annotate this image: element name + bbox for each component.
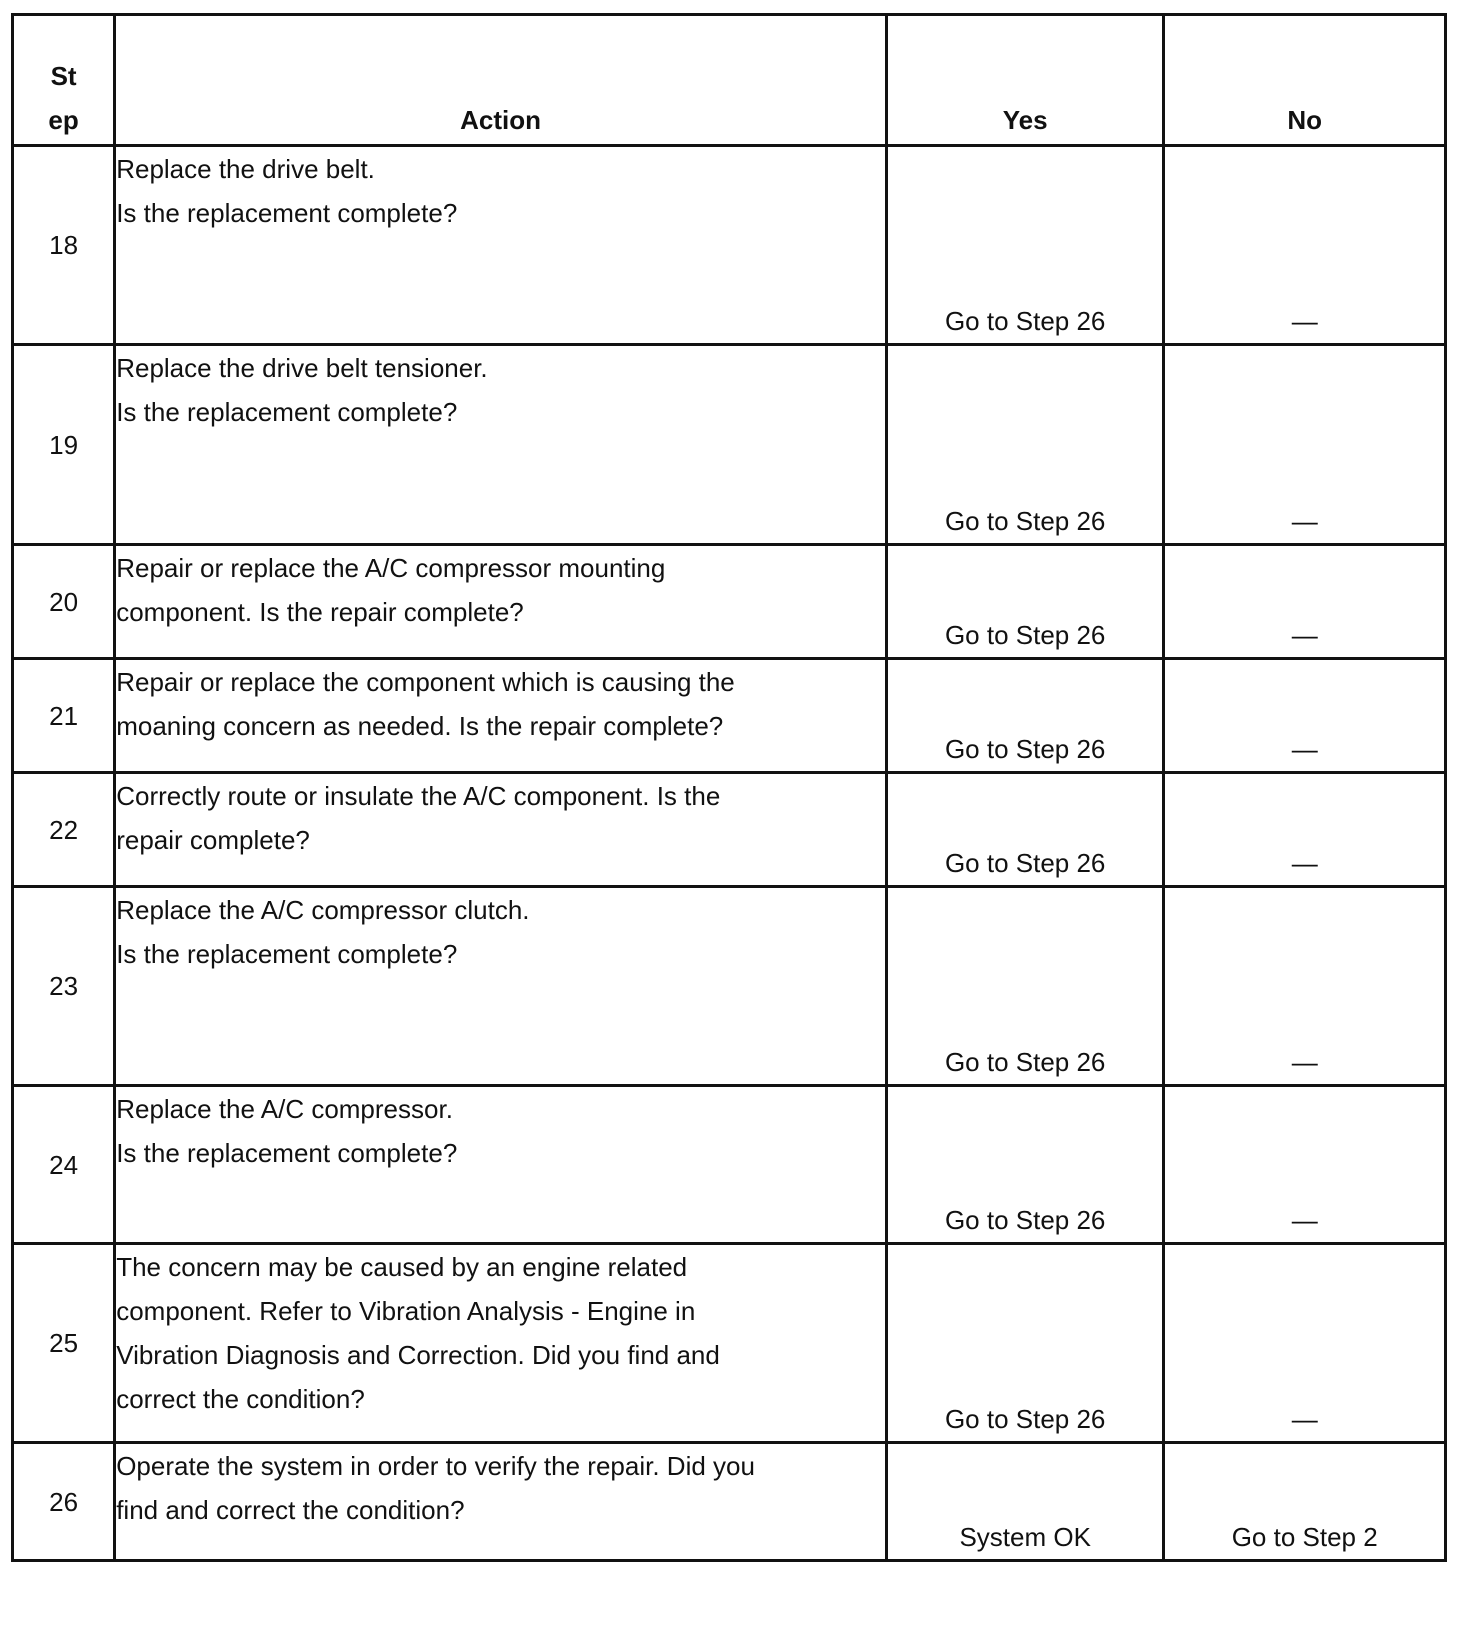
- action-text-line: Repair or replace the component which is causing the: [116, 667, 735, 697]
- header-step: [13, 15, 115, 146]
- step-number: 20: [13, 545, 115, 659]
- no-result: —: [1164, 545, 1446, 659]
- no-result: Go to Step 2: [1164, 1443, 1446, 1561]
- no-result: —: [1164, 1086, 1446, 1244]
- yes-result: Go to Step 26: [886, 545, 1163, 659]
- action-cell: [115, 545, 887, 659]
- action-cell: [115, 1244, 887, 1443]
- yes-result: Go to Step 26: [886, 1244, 1163, 1443]
- yes-result: Go to Step 26: [886, 659, 1163, 773]
- header-step-line: St: [50, 61, 77, 91]
- table-row: [13, 1086, 1446, 1244]
- table-body: [13, 146, 1446, 1561]
- action-text-line: Replace the A/C compressor clutch.: [116, 895, 530, 925]
- yes-result: Go to Step 26: [886, 773, 1163, 887]
- step-number: 26: [13, 1443, 115, 1561]
- no-result: —: [1164, 345, 1446, 545]
- diagnostic-step-table: [11, 13, 1447, 1562]
- action-text-line: Is the replacement complete?: [116, 397, 458, 427]
- action-cell: [115, 1086, 887, 1244]
- action-text-line: correct the condition?: [116, 1384, 365, 1414]
- no-result: —: [1164, 659, 1446, 773]
- action-cell: [115, 1443, 887, 1561]
- table-row: [13, 545, 1446, 659]
- step-number: 21: [13, 659, 115, 773]
- header-row: [13, 15, 1446, 146]
- action-text-line: Operate the system in order to verify the repair. Did you: [116, 1451, 755, 1481]
- header-action: Action: [115, 15, 887, 146]
- action-cell: [115, 345, 887, 545]
- step-number: 18: [13, 146, 115, 345]
- table-row: [13, 773, 1446, 887]
- table-row: [13, 345, 1446, 545]
- no-result: —: [1164, 146, 1446, 345]
- action-text-line: Correctly route or insulate the A/C component. Is the: [116, 781, 721, 811]
- yes-result: Go to Step 26: [886, 146, 1163, 345]
- no-result: —: [1164, 1244, 1446, 1443]
- action-text-line: moaning concern as needed. Is the repair complete?: [116, 711, 724, 741]
- yes-result: Go to Step 26: [886, 1086, 1163, 1244]
- action-text-line: The concern may be caused by an engine related: [116, 1252, 688, 1282]
- table-row: [13, 1443, 1446, 1561]
- no-result: —: [1164, 887, 1446, 1086]
- action-cell: [115, 887, 887, 1086]
- header-no: No: [1164, 15, 1446, 146]
- action-text-line: Is the replacement complete?: [116, 198, 458, 228]
- table-row: [13, 659, 1446, 773]
- action-text-line: Is the replacement complete?: [116, 1138, 458, 1168]
- action-text-line: Replace the drive belt.: [116, 154, 375, 184]
- action-cell: [115, 659, 887, 773]
- action-text-line: component. Is the repair complete?: [116, 597, 524, 627]
- action-text-line: Vibration Diagnosis and Correction. Did you find and: [116, 1340, 720, 1370]
- yes-result: Go to Step 26: [886, 345, 1163, 545]
- table-row: [13, 1244, 1446, 1443]
- table-row: [13, 146, 1446, 345]
- yes-result: Go to Step 26: [886, 887, 1163, 1086]
- step-number: 24: [13, 1086, 115, 1244]
- action-cell: [115, 146, 887, 345]
- action-text-line: Repair or replace the A/C compressor mounting: [116, 553, 666, 583]
- step-number: 19: [13, 345, 115, 545]
- step-number: 22: [13, 773, 115, 887]
- step-number: 25: [13, 1244, 115, 1443]
- action-text-line: find and correct the condition?: [116, 1495, 465, 1525]
- action-text-line: repair complete?: [116, 825, 310, 855]
- yes-result: System OK: [886, 1443, 1163, 1561]
- action-text-line: Is the replacement complete?: [116, 939, 458, 969]
- action-cell: [115, 773, 887, 887]
- action-text-line: Replace the A/C compressor.: [116, 1094, 453, 1124]
- header-yes: Yes: [886, 15, 1163, 146]
- action-text-line: Replace the drive belt tensioner.: [116, 353, 488, 383]
- no-result: —: [1164, 773, 1446, 887]
- header-step-line: ep: [48, 105, 79, 135]
- step-number: 23: [13, 887, 115, 1086]
- action-text-line: component. Refer to Vibration Analysis - Engine in: [116, 1296, 696, 1326]
- table-row: [13, 887, 1446, 1086]
